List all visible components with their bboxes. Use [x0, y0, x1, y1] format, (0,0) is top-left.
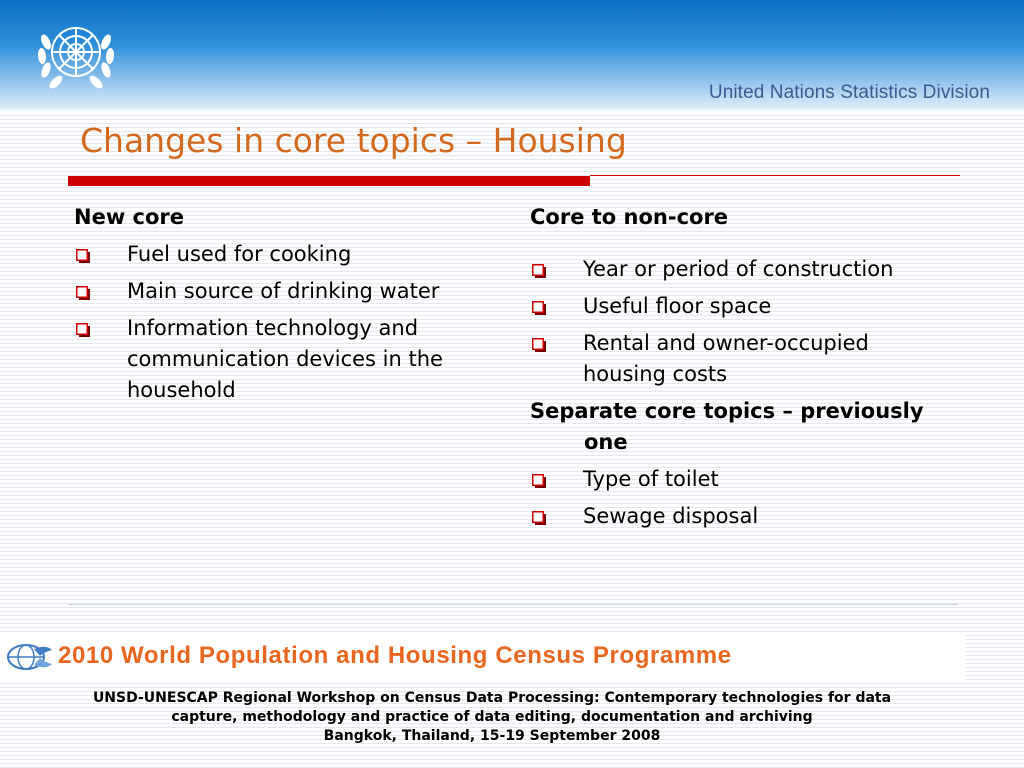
core-to-non-core-list — [530, 254, 950, 390]
core-to-non-core-heading: Core to non-core — [530, 205, 729, 229]
checkbox-bullet-icon — [532, 511, 546, 525]
list-item-text: Type of toilet — [583, 467, 719, 491]
checkbox-bullet-icon — [532, 474, 546, 488]
list-item — [74, 313, 494, 406]
division-name: United Nations Statistics Division — [708, 82, 990, 103]
checkbox-bullet-icon — [76, 323, 90, 337]
banner-text: 2010 World Population and Housing Census Programme — [58, 642, 732, 669]
list-item — [530, 328, 950, 390]
list-item — [530, 501, 950, 532]
un-emblem-icon — [26, 12, 126, 98]
new-core-heading: New core — [74, 205, 185, 229]
list-item — [530, 254, 950, 285]
checkbox-bullet-icon — [76, 249, 90, 263]
header-band — [0, 0, 1024, 112]
new-core-list — [74, 239, 494, 406]
checkbox-bullet-icon — [532, 301, 546, 315]
list-item — [530, 291, 950, 322]
list-item-text: Rental and owner-occupied housing costs — [583, 331, 869, 386]
list-item-text: Year or period of construction — [583, 257, 894, 281]
left-column — [74, 202, 494, 412]
list-item-text: Main source of drinking water — [127, 279, 440, 303]
workshop-line-2: capture, methodology and practice of data editing, documentation and archiving — [171, 709, 813, 725]
workshop-line-1: UNSD-UNESCAP Regional Workshop on Census Data Processing: Contemporary technologies for data — [92, 690, 892, 706]
separate-core-list — [530, 464, 950, 532]
list-item-text: Fuel used for cooking — [127, 242, 352, 266]
census-logo-icon — [4, 640, 54, 674]
footer-divider — [68, 604, 958, 605]
checkbox-bullet-icon — [532, 264, 546, 278]
list-item-text: Information technology and communication devices in the household — [127, 316, 443, 402]
checkbox-bullet-icon — [76, 286, 90, 300]
workshop-footer — [0, 689, 984, 746]
list-item — [530, 464, 950, 495]
list-item-text: Sewage disposal — [583, 504, 759, 528]
title-underline-bold — [68, 176, 590, 186]
right-column — [530, 202, 950, 538]
list-item — [74, 239, 494, 270]
separate-core-heading: Separate core topics – previously one — [530, 399, 924, 454]
list-item-text: Useful floor space — [583, 294, 772, 318]
title-underline-thin — [590, 175, 960, 176]
census-programme-banner — [0, 634, 966, 680]
list-item — [74, 276, 494, 307]
checkbox-bullet-icon — [532, 338, 546, 352]
workshop-line-3: Bangkok, Thailand, 15-19 September 2008 — [323, 728, 661, 744]
slide-title: Changes in core topics – Housing — [80, 121, 627, 160]
